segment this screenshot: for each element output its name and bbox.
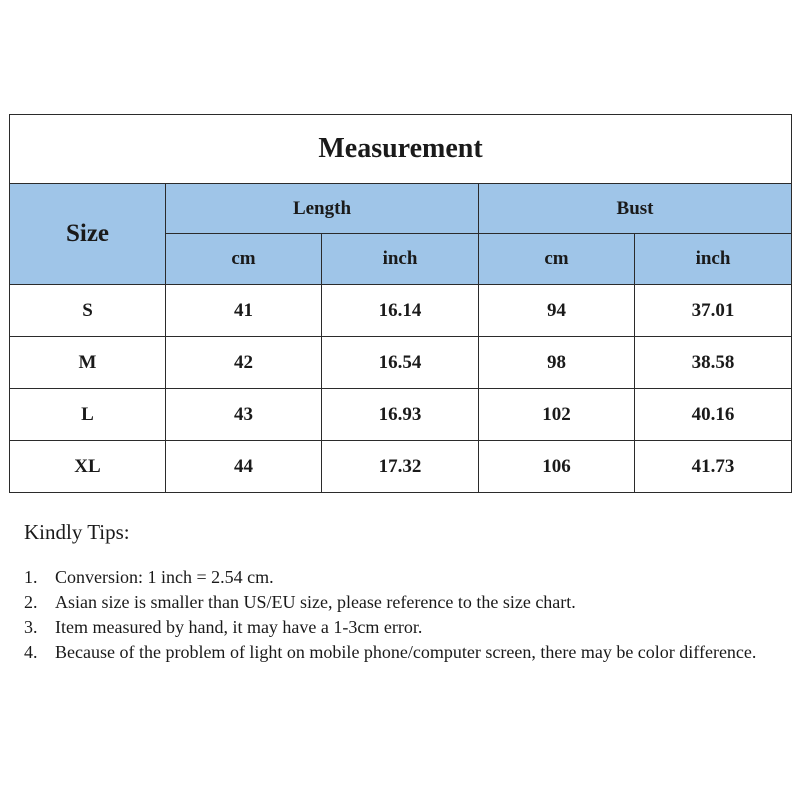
length-inch-cell: 17.32: [322, 441, 479, 493]
bust-cm-cell: 98: [479, 337, 635, 389]
tip-text: Because of the problem of light on mobile phone/computer screen, there may be color difference.: [55, 642, 757, 662]
tips-list: [24, 565, 764, 665]
tip-text: Asian size is smaller than US/EU size, please reference to the size chart.: [55, 592, 576, 612]
table-row: [10, 337, 792, 389]
tip-number: 2.: [24, 592, 38, 612]
size-chart-table: [9, 114, 792, 493]
bust-inch-cell: 37.01: [635, 285, 792, 337]
tips-title: Kindly Tips:: [24, 520, 130, 544]
tip-number: 3.: [24, 617, 38, 637]
bust-cm-cell: 94: [479, 285, 635, 337]
unit-header: inch: [322, 234, 479, 285]
kindly-tips: [24, 520, 764, 665]
unit-header: cm: [479, 234, 635, 285]
unit-header: inch: [635, 234, 792, 285]
table-row: [10, 441, 792, 493]
length-cm-cell: 42: [166, 337, 322, 389]
list-item: [24, 640, 764, 665]
tip-text: Item measured by hand, it may have a 1-3cm error.: [55, 617, 423, 637]
list-item: [24, 615, 764, 640]
table-title: Measurement: [10, 115, 792, 184]
unit-header: cm: [166, 234, 322, 285]
bust-cm-cell: 106: [479, 441, 635, 493]
length-inch-cell: 16.14: [322, 285, 479, 337]
length-cm-cell: 43: [166, 389, 322, 441]
bust-inch-cell: 41.73: [635, 441, 792, 493]
length-cm-cell: 41: [166, 285, 322, 337]
length-group-header: Length: [166, 184, 479, 234]
list-item: [24, 565, 764, 590]
size-column-header: Size: [10, 184, 166, 285]
size-cell: M: [10, 337, 166, 389]
table-row: [10, 389, 792, 441]
tip-text: Conversion: 1 inch = 2.54 cm.: [55, 567, 274, 587]
tip-number: 1.: [24, 567, 38, 587]
bust-group-header: Bust: [479, 184, 792, 234]
bust-inch-cell: 40.16: [635, 389, 792, 441]
size-cell: L: [10, 389, 166, 441]
length-inch-cell: 16.54: [322, 337, 479, 389]
bust-inch-cell: 38.58: [635, 337, 792, 389]
size-cell: S: [10, 285, 166, 337]
length-cm-cell: 44: [166, 441, 322, 493]
bust-cm-cell: 102: [479, 389, 635, 441]
list-item: [24, 590, 764, 615]
size-cell: XL: [10, 441, 166, 493]
length-inch-cell: 16.93: [322, 389, 479, 441]
tip-number: 4.: [24, 642, 38, 662]
table-row: [10, 285, 792, 337]
